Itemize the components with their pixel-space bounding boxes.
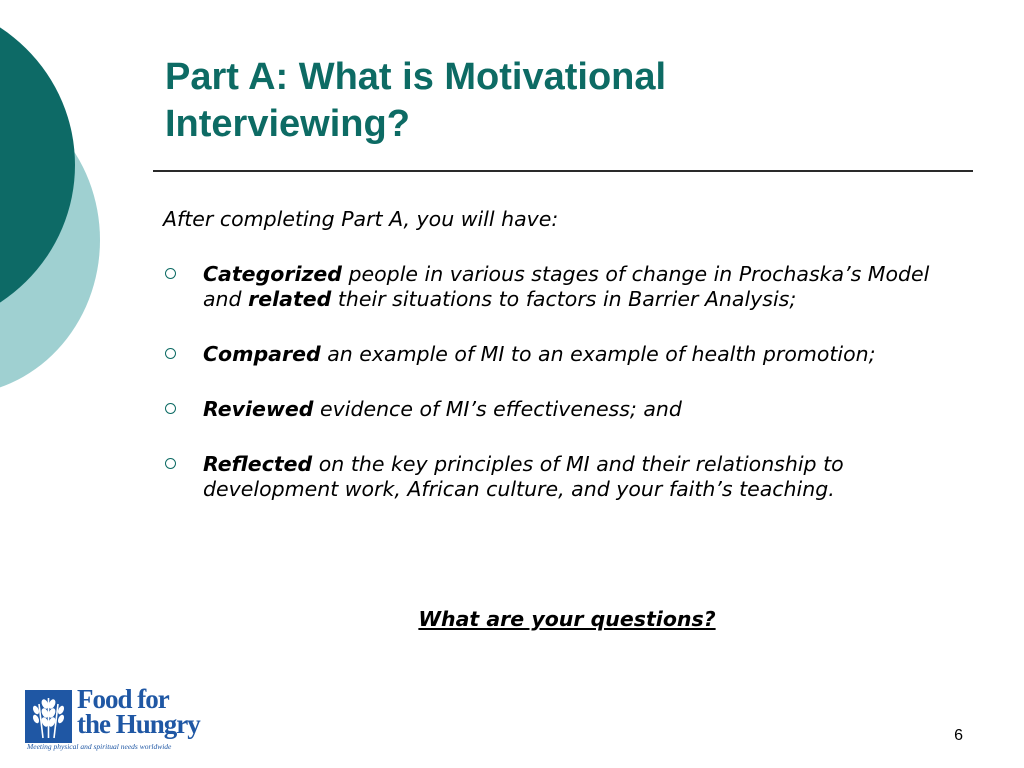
objective-item	[163, 342, 953, 367]
objective-keyword: Reflected	[203, 452, 313, 476]
objective-keyword: Compared	[203, 342, 321, 366]
page-number: 6	[954, 727, 963, 744]
objective-text: evidence of MI’s effectiveness; and	[313, 397, 682, 421]
objective-text: on the key principles of MI and their relationship to development work, African culture, and your faith’s teaching.	[203, 452, 844, 501]
slide-title	[165, 54, 925, 148]
objective-item	[163, 452, 953, 502]
objective-item	[163, 262, 953, 312]
questions-prompt: What are your questions?	[418, 607, 716, 631]
intro-text: After completing Part A, you will have:	[163, 207, 559, 231]
title-line-1: Part A: What is Motivational	[165, 56, 667, 98]
objective-keyword: related	[248, 287, 332, 311]
objective-keyword: Reviewed	[203, 397, 314, 421]
logo-name-line-1: Food for	[77, 684, 169, 714]
logo-tagline: Meeting physical and spiritual needs worldwide	[27, 742, 172, 751]
objective-keyword: Categorized	[203, 262, 342, 286]
objectives-list	[163, 262, 953, 532]
title-line-2: Interviewing?	[165, 103, 410, 145]
objective-text: their situations to factors in Barrier Analysis;	[331, 287, 797, 311]
logo-name	[77, 684, 200, 739]
title-divider	[153, 170, 973, 172]
bullet-circle-icon	[165, 268, 176, 279]
logo-name-line-2: the Hungry	[77, 709, 200, 739]
food-for-the-hungry-logo	[25, 684, 225, 751]
objective-text: an example of MI to an example of health promotion;	[320, 342, 876, 366]
bullet-circle-icon	[165, 458, 176, 469]
bullet-circle-icon	[165, 403, 176, 414]
objective-item	[163, 397, 953, 422]
wheat-icon	[25, 690, 72, 743]
bullet-circle-icon	[165, 348, 176, 359]
objective-text: people in various stages of change in Prochaska’s Model and	[203, 262, 930, 311]
